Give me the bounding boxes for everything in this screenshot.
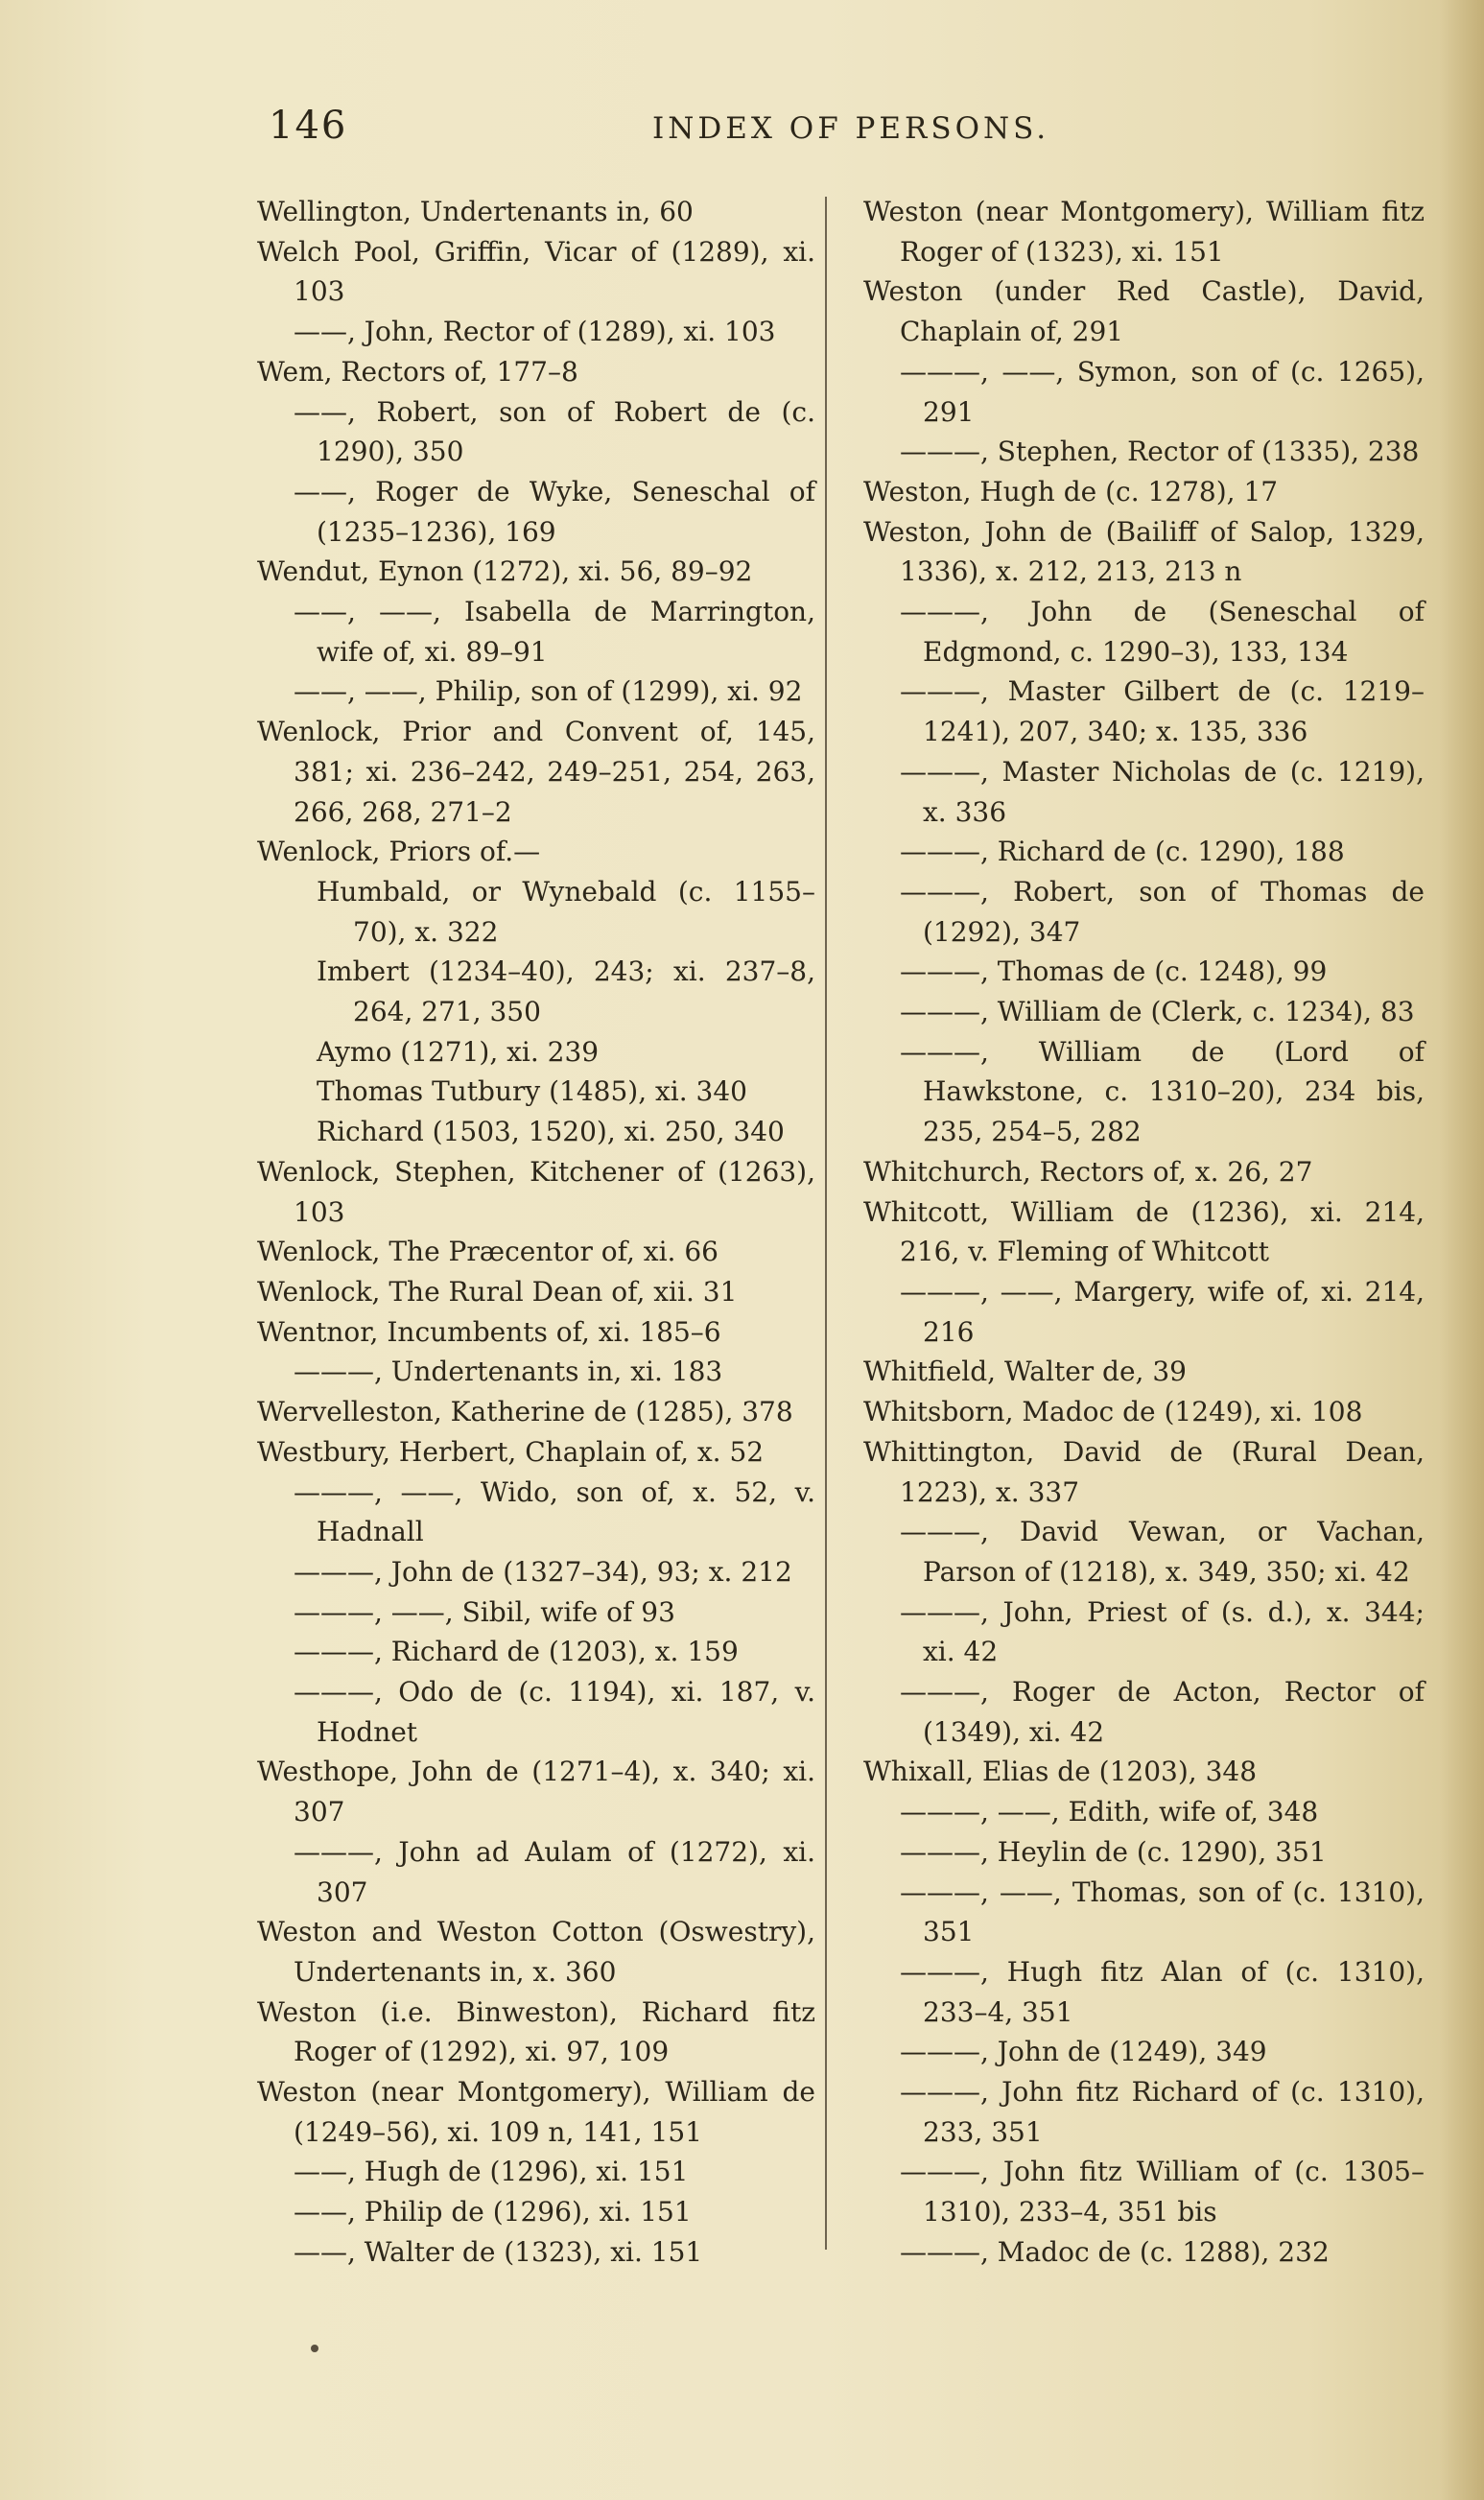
index-entry: Weston, Hugh de (c. 1278), 17 xyxy=(863,475,1279,507)
index-entry: ——, Roger de Wyke, Seneschal of (1235–1236), 169 xyxy=(294,475,815,548)
index-entry: Wentnor, Incumbents of, xi. 185–6 xyxy=(257,1315,721,1348)
index-entry: ——, Hugh de (1296), xi. 151 xyxy=(294,2156,689,2188)
index-entry: ———, John, Priest of (s. d.), x. 344; xi. 42 xyxy=(900,1595,1425,1668)
index-entry: ——, ——, Isabella de Marrington, wife of, xi. 89–91 xyxy=(294,596,815,668)
page-number: 146 xyxy=(269,104,348,148)
index-entry: ———, John de (Seneschal of Edgmond, c. 1290–3), 133, 134 xyxy=(900,596,1425,668)
index-entry: ———, Heylin de (c. 1290), 351 xyxy=(900,1835,1327,1868)
index-column-right xyxy=(863,192,1425,2273)
running-head: INDEX OF PERSONS. xyxy=(652,111,1050,146)
index-entry: Weston (under Red Castle), David, Chaplain of, 291 xyxy=(863,275,1425,348)
index-entry: Weston (near Montgomery), William fitz Roger of (1323), xi. 151 xyxy=(863,196,1425,268)
index-entry: ———, ——, Edith, wife of, 348 xyxy=(900,1796,1319,1828)
index-entry: ———, Robert, son of Thomas de (1292), 347 xyxy=(900,875,1425,948)
index-entry: ———, Hugh fitz Alan of (c. 1310), 233–4, 351 xyxy=(900,1955,1425,2028)
index-entry: Wenlock, Stephen, Kitchener of (1263), 103 xyxy=(257,1155,815,1228)
index-entry: ———, Master Nicholas de (c. 1219), x. 336 xyxy=(900,755,1425,828)
index-entry: Wenlock, Prior and Convent of, 145, 381; xi. 236–242, 249–251, 254, 263, 266, 268, 271–2 xyxy=(257,716,815,828)
index-entry: ———, Stephen, Rector of (1335), 238 xyxy=(900,436,1420,468)
index-entry: ——, John, Rector of (1289), xi. 103 xyxy=(294,316,776,348)
index-entry: ———, Roger de Acton, Rector of (1349), xi. 42 xyxy=(900,1676,1425,1748)
page-header xyxy=(269,104,1050,152)
index-entry: ———, Master Gilbert de (c. 1219–1241), 207, 340; x. 135, 336 xyxy=(900,675,1425,748)
index-entry: Whitfield, Walter de, 39 xyxy=(863,1356,1187,1388)
index-column-left xyxy=(257,192,815,2273)
ink-speck xyxy=(311,2345,318,2352)
index-entry: Wenlock, The Præcentor of, xi. 66 xyxy=(257,1236,718,1268)
index-entry: Wendut, Eynon (1272), xi. 56, 89–92 xyxy=(257,555,753,588)
index-entry: ———, William de (Lord of Hawkstone, c. 1310–20), 234 bis, 235, 254–5, 282 xyxy=(900,1035,1425,1148)
index-entry: ———, Thomas de (c. 1248), 99 xyxy=(900,955,1328,988)
index-entry: Whixall, Elias de (1203), 348 xyxy=(863,1756,1258,1788)
index-entry: Weston, John de (Bailiff of Salop, 1329, 1336), x. 212, 213, 213 n xyxy=(863,515,1425,588)
index-entry: Richard (1503, 1520), xi. 250, 340 xyxy=(317,1116,785,1148)
index-entry: Whitcott, William de (1236), xi. 214, 216, v. Fleming of Whitcott xyxy=(863,1195,1425,1268)
index-entry: ———, William de (Clerk, c. 1234), 83 xyxy=(900,996,1415,1028)
index-entry: Wenlock, The Rural Dean of, xii. 31 xyxy=(257,1275,738,1308)
index-entry: Welch Pool, Griffin, Vicar of (1289), xi. 103 xyxy=(257,235,815,308)
index-entry: ——, Robert, son of Robert de (c. 1290), 350 xyxy=(294,395,815,468)
index-entry: ———, ——, Margery, wife of, xi. 214, 216 xyxy=(900,1275,1425,1348)
index-entry: ———, Undertenants in, xi. 183 xyxy=(294,1356,723,1388)
index-entry: Weston and Weston Cotton (Oswestry), Undertenants in, x. 360 xyxy=(257,1916,815,1988)
index-entry: Aymo (1271), xi. 239 xyxy=(317,1035,600,1068)
page-edge-shadow xyxy=(1440,0,1484,2500)
index-entry: ———, Richard de (1203), x. 159 xyxy=(294,1636,739,1668)
index-entry: ———, ——, Sibil, wife of 93 xyxy=(294,1595,675,1628)
index-entry: ———, Madoc de (c. 1288), 232 xyxy=(900,2235,1330,2268)
index-entry: Whitchurch, Rectors of, x. 26, 27 xyxy=(863,1155,1313,1188)
index-entry: ———, John fitz William of (c. 1305–1310), 233–4, 351 bis xyxy=(900,2156,1425,2229)
index-entry: Wem, Rectors of, 177–8 xyxy=(257,355,578,388)
index-entry: ———, John fitz Richard of (c. 1310), 233, 351 xyxy=(900,2076,1425,2148)
index-entry: Westhope, John de (1271–4), x. 340; xi. 307 xyxy=(257,1756,815,1828)
index-entry: ———, ——, Wido, son of, x. 52, v. Hadnall xyxy=(294,1475,815,1548)
index-entry: Thomas Tutbury (1485), xi. 340 xyxy=(317,1075,747,1108)
index-entry: ———, ——, Thomas, son of (c. 1310), 351 xyxy=(900,1875,1425,1948)
index-entry: ———, John ad Aulam of (1272), xi. 307 xyxy=(294,1835,815,1908)
index-entry: ———, Odo de (c. 1194), xi. 187, v. Hodnet xyxy=(294,1676,815,1748)
index-entry: Wellington, Undertenants in, 60 xyxy=(257,196,694,227)
index-entry: ——, Philip de (1296), xi. 151 xyxy=(294,2196,692,2229)
index-entry: ———, ——, Symon, son of (c. 1265), 291 xyxy=(900,355,1425,428)
index-entry: ———, John de (1327–34), 93; x. 212 xyxy=(294,1555,792,1588)
index-entry: ——, ——, Philip, son of (1299), xi. 92 xyxy=(294,675,803,708)
index-entry: ———, John de (1249), 349 xyxy=(900,2036,1267,2068)
index-entry: Wervelleston, Katherine de (1285), 378 xyxy=(257,1396,793,1428)
column-divider xyxy=(825,197,827,2250)
index-entry: ——, Walter de (1323), xi. 151 xyxy=(294,2235,703,2268)
index-entry: Wenlock, Priors of.— xyxy=(257,836,541,868)
index-entry: Weston (near Montgomery), William de (1249–56), xi. 109 n, 141, 151 xyxy=(257,2076,815,2148)
index-entry: Imbert (1234–40), 243; xi. 237–8, 264, 271, 350 xyxy=(317,955,815,1028)
index-entry: Weston (i.e. Binweston), Richard fitz Roger of (1292), xi. 97, 109 xyxy=(257,1995,815,2068)
index-entry: Westbury, Herbert, Chaplain of, x. 52 xyxy=(257,1435,765,1468)
index-entry: Whitsborn, Madoc de (1249), xi. 108 xyxy=(863,1396,1363,1428)
index-entry: ———, David Vewan, or Vachan, Parson of (1218), x. 349, 350; xi. 42 xyxy=(900,1516,1425,1588)
index-entry: ———, Richard de (c. 1290), 188 xyxy=(900,836,1345,868)
index-entry: Humbald, or Wynebald (c. 1155–70), x. 322 xyxy=(317,875,815,948)
index-entry: Whittington, David de (Rural Dean, 1223), x. 337 xyxy=(863,1435,1425,1508)
